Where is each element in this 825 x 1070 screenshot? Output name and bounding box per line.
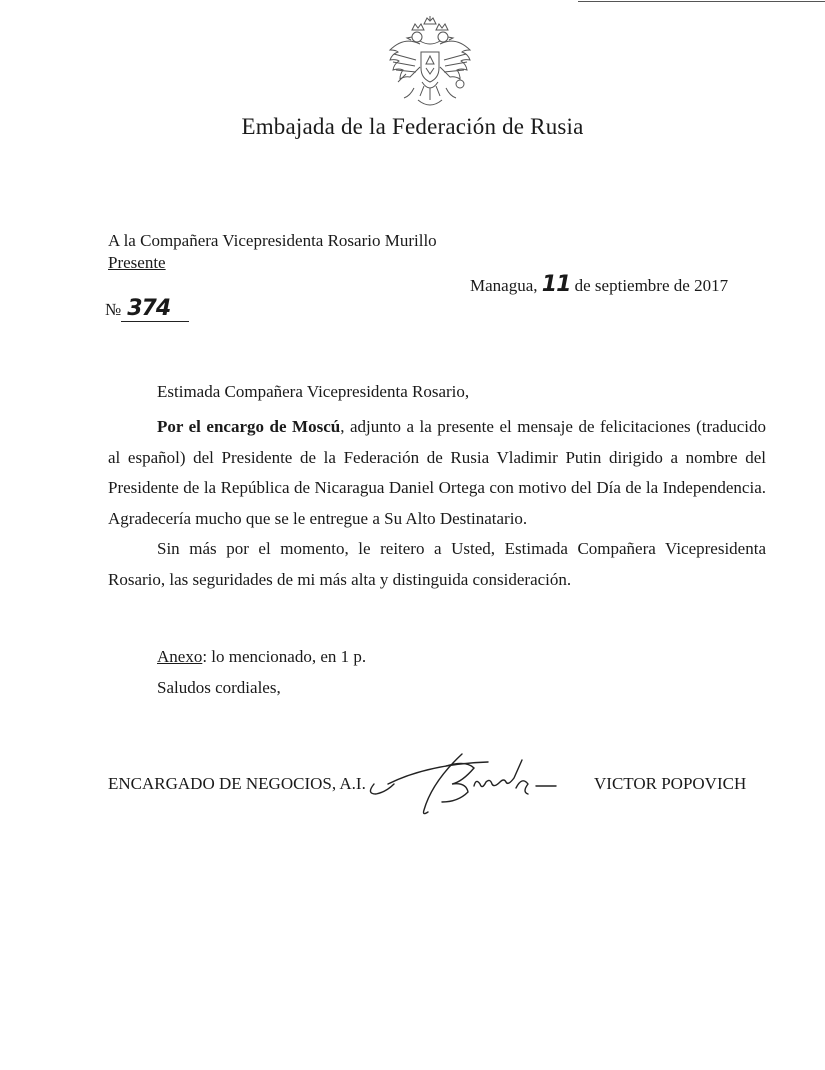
number-sign: № bbox=[105, 300, 122, 319]
reference-number bbox=[105, 296, 189, 322]
annex-label: Anexo bbox=[157, 647, 203, 666]
paragraph-1 bbox=[108, 412, 766, 534]
top-border-line bbox=[578, 1, 825, 2]
handwritten-number: 374 bbox=[127, 296, 171, 321]
signatory-title: ENCARGADO DE NEGOCIOS, A.I. bbox=[108, 774, 366, 793]
closing: Saludos cordiales, bbox=[157, 678, 281, 697]
annex-text: : lo mencionado, en 1 p. bbox=[202, 647, 367, 666]
recipient-line: A la Compañera Vicepresidenta Rosario Murillo bbox=[108, 231, 437, 250]
presente-label: Presente bbox=[108, 253, 166, 272]
letter-body bbox=[108, 412, 766, 595]
paragraph-1-text: , adjunto a la presente el mensaje de felicitaciones (traducido al español) del Presidente de la Federación de Rusia Vladimir Putin dirigido a nombre del Presidente de la República de Nicaragua Daniel Ortega con motivo del Día de la Independencia. Agradecería mucho que se le entregue a Su Alto Destinatario. bbox=[108, 417, 766, 528]
handwritten-signature bbox=[366, 748, 586, 820]
salutation: Estimada Compañera Vicepresidenta Rosario, bbox=[157, 382, 470, 401]
place-date bbox=[470, 272, 728, 297]
city: Managua, bbox=[470, 276, 538, 295]
handwritten-day: 11 bbox=[541, 272, 571, 297]
paragraph-1-bold: Por el encargo de Moscú bbox=[157, 417, 341, 436]
date-rest: de septiembre de 2017 bbox=[574, 276, 729, 295]
annex-line bbox=[157, 647, 366, 667]
embassy-name: Embajada de la Federación de Rusia bbox=[241, 114, 584, 139]
signatory-name: VICTOR POPOVICH bbox=[594, 774, 747, 793]
paragraph-2: Sin más por el momento, le reitero a Usted, Estimada Compañera Vicepresidenta Rosario, las seguridades de mi más alta y distinguida consideración. bbox=[108, 539, 766, 589]
double-headed-eagle-icon bbox=[384, 16, 476, 114]
